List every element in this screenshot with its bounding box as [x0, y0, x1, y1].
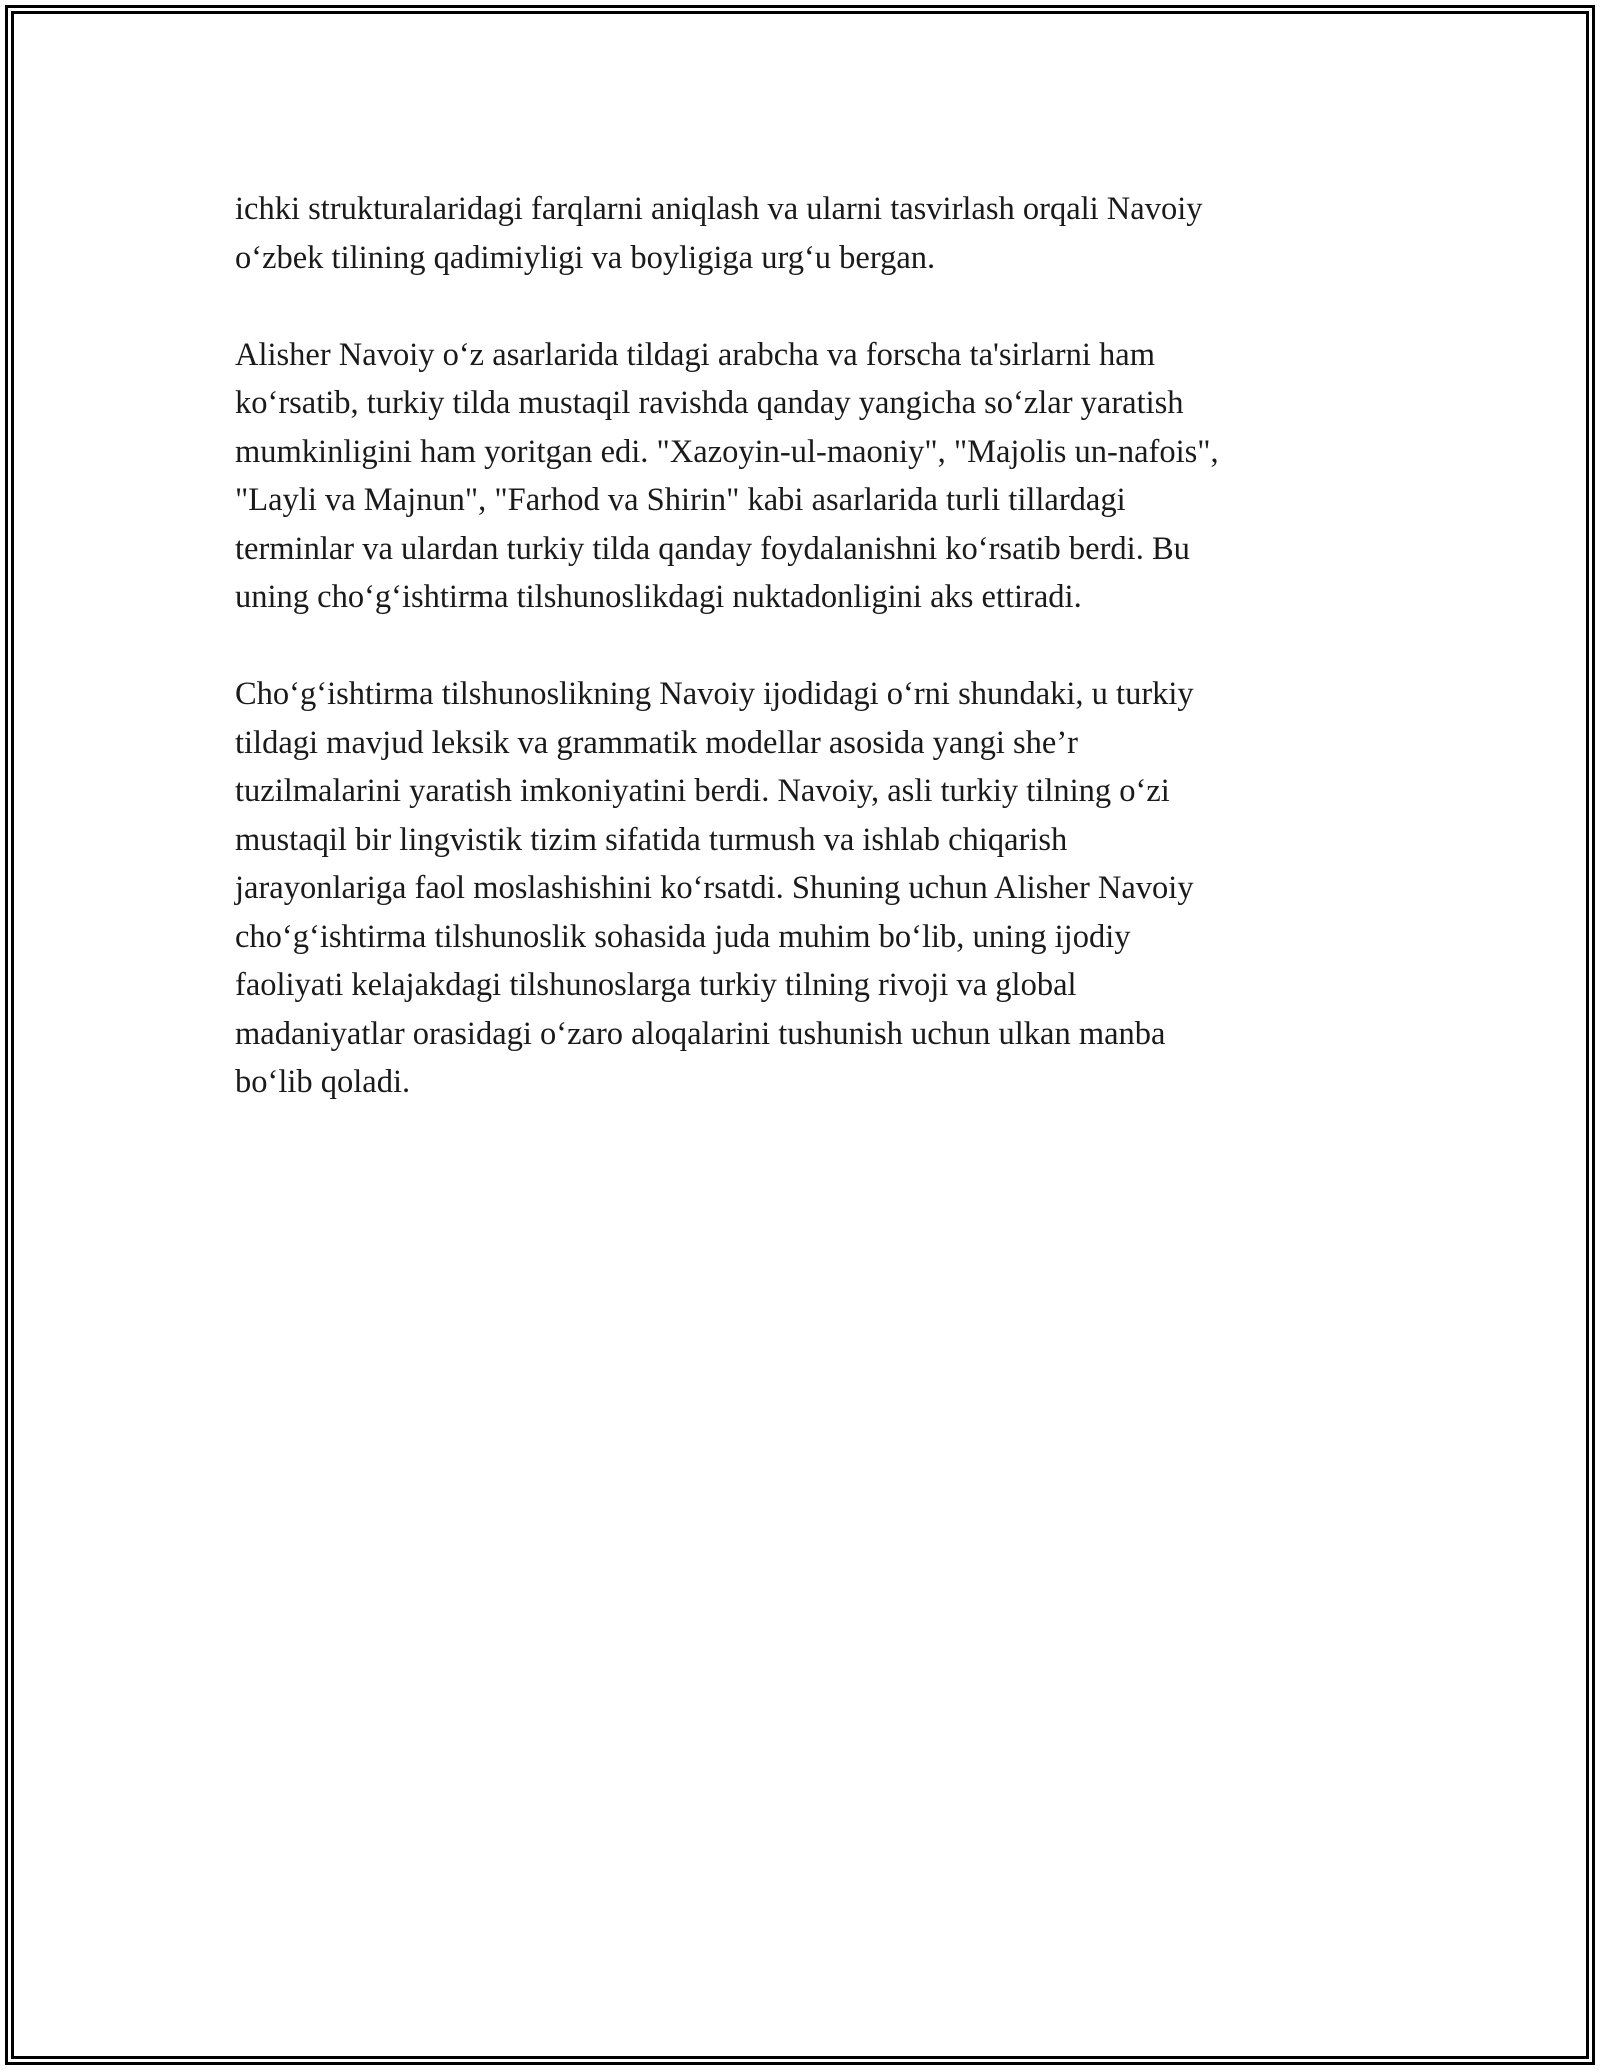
- text-line: Cho‘g‘ishtirma tilshunoslikning Navoiy ijodidagi o‘rni shundaki, u turkiy: [235, 676, 1194, 712]
- text-line: jarayonlariga faol moslashishini ko‘rsatdi. Shuning uchun Alisher Navoiy: [235, 870, 1194, 906]
- text-line: bo‘lib qoladi.: [235, 1064, 411, 1100]
- text-line: "Layli va Majnun", "Farhod va Shirin" kabi asarlarida turli tillardagi: [235, 482, 1126, 518]
- paragraph-2: [235, 331, 1370, 622]
- text-line: madaniyatlar orasidagi o‘zaro aloqalarini tushunish uchun ulkan manba: [235, 1015, 1166, 1052]
- text-line: tildagi mavjud leksik va grammatik modellar asosida yangi she’r: [235, 724, 1078, 761]
- text-line: o‘zbek tilining qadimiyligi va boyligiga urg‘u bergan.: [235, 239, 936, 276]
- paragraph-1: [235, 185, 1370, 282]
- text-line: uning cho‘g‘ishtirma tilshunoslikdagi nuktadonligini aks ettiradi.: [235, 579, 1082, 615]
- text-line: faoliyati kelajakdagi tilshunoslarga turkiy tilning rivoji va global: [235, 967, 1077, 1003]
- text-line: mustaqil bir lingvistik tizim sifatida turmush va ishlab chiqarish: [235, 821, 1068, 858]
- text-line: cho‘g‘ishtirma tilshunoslik sohasida juda muhim bo‘lib, uning ijodiy: [235, 918, 1131, 955]
- text-line: ko‘rsatib, turkiy tilda mustaqil ravishda qanday yangicha so‘zlar yaratish: [235, 385, 1184, 421]
- text-line: tuzilmalarini yaratish imkoniyatini berdi. Navoiy, asli turkiy tilning o‘zi: [235, 773, 1170, 809]
- text-line: ichki strukturalaridagi farqlarni aniqlash va ularni tasvirlash orqali Navoiy: [235, 191, 1203, 227]
- text-line: terminlar va ulardan turkiy tilda qanday foydalanishni ko‘rsatib berdi. Bu: [235, 530, 1190, 567]
- text-line: mumkinligini ham yoritgan edi. "Xazoyin-ul-maoniy", "Majolis un-nafois",: [235, 433, 1219, 470]
- text-line: Alisher Navoiy o‘z asarlarida tildagi arabcha va forscha ta'sirlarni ham: [235, 336, 1155, 373]
- document-body: [235, 185, 1370, 1107]
- paragraph-3: [235, 670, 1370, 1107]
